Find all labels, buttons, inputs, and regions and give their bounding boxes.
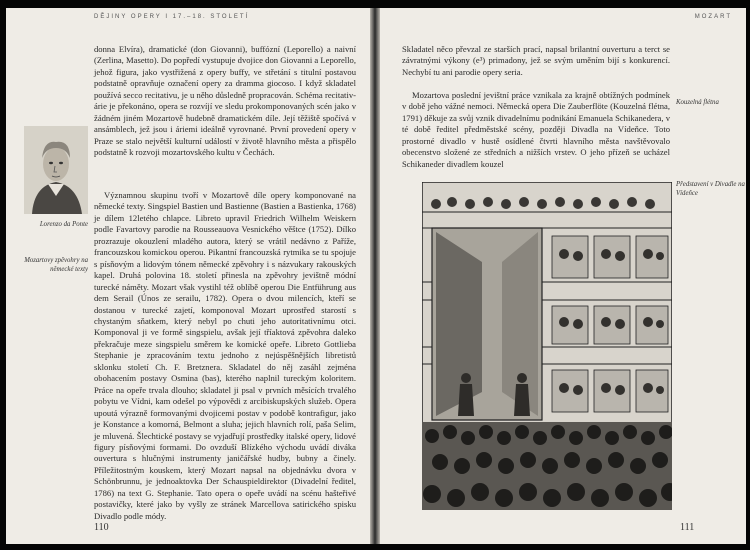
side-caption-2: Představení v Divadle na Vídeňce — [676, 181, 745, 197]
page-number-left: 110 — [94, 522, 109, 533]
book-gutter — [370, 8, 380, 544]
theater-engraving — [422, 182, 672, 510]
left-page — [6, 8, 370, 544]
right-page — [380, 8, 746, 544]
side-caption-1: Kouzelná flétna — [676, 99, 719, 106]
portrait-icon — [24, 126, 88, 214]
running-head-left: DĚJINY OPERY I 17.–18. STOLETÍ — [94, 14, 250, 20]
left-paragraph-2: Významnou skupinu tvoří v Mozartově díle opery komponované na německé texty. Singspiel Bastien und Bastienne (Bastien a Bastienka, 1768) je dílem 12letého chlapce. Libreto upravil Friedrich Wilhelm Weiskern podle Favartovy parodie na Rousseauova Vesnického věštce (1752). Dílko prozrazuje okouzlení mladého autora, který se vrátil nedávno z Paříže, francouzskou komickou operou. Pikantní francouzská rytmika se tu spojuje s písňovým a lidovým tónem německé zpěvohry i s názvukary rakouských kapel. Druhá polovina 18. století přinesla na zpěvohry jevištně módní turecké náměty. Mozart však vystihl též oblíbě operou Die Entführung aus dem Serail (Únos ze serailu, 1782). Opera o dvou milencích, kteří se dostanou v turecké zajetí, komponoval Mozart uprostřed starostí s chystaným sňatkem, který nebyl po chuti jeho autoritativnímu otci. Komponoval ji ve formě singspielu, avšak její tříaktová zpěvohra daleko překračuje meze singspielu směrem ke komické opeře. Libreto Gottlieba Stephanie je zpracováním textu jednoho z nejúspěšnějších libretistů sklonku století Ch. F. Bretznera. Skladatel do něj zasáhl zejména obohacením postavy Osmina (bas), kterého naplnil tureckým koloritem. Práce na opeře trvala dlouho; skladatel ji psal v prvních měsících trvalého pobytu ve Vídni, kam odešel po výpovědi z arcibiskupských služeb. Opera upoutá výrazně formovanými dvojicemi postav v podobě kontrafigur, jako je Konstance a komorná, Belmont a sluha; jejich hlavních rolí, paša Selim, je mluvená. Šlechtické postavy se vyjadřují prostředky italské opery, lidové figury písňovými formami. Do ovzduší Blízkého východu uvádí diváka ouvertura s hlučnými instrumenty janičářské hudby, bubny a činely. Příležitostným kouskem, který Mozart napsal na objednávku dvora v Schönbrunnu, je jednoaktovka Der Schauspieldirektor (Divadelní ředitel, 1786) na text G. Stephanie. Tato opera o opeře uvádí na scénu hašteřivé postavičky, které jako by vyšly ze stránek Marcellova satirického spisku Divadlo podle módy. — [94, 190, 356, 521]
left-paragraph-1: donna Elvíra), dramatické (don Giovanni), buffózní (Leporello) a naivní (Zerlina, Masetto). Do popředí vystupuje dvojice don Giovanni a Leporello, jehož figura, jako vystřižená z opery buffy, ve střetání s titulní postavou podstatně opravňuje označení opery za dramma giocoso. I když skladatel používá secco recitativu, je u něho důsledně propracován. Schéma recitativ-árie je překonáno, opera se rozvíjí ve sledu prokomponovaných scén jako v žádném jiném Mozartově hudebně dramatickém díle. Její těžiště spočívá v ansámblech, jež jsou i áriemi ideálně vyrovnané. První provedení opery v Praze se stalo největší kulturní událostí v životě hlavního města a přispělo podstatně k rozvoji mozartovského kultu v Čechách. — [94, 44, 356, 158]
portrait-image — [24, 126, 88, 214]
right-paragraph-2: Mozartova poslední jevištní práce vznikala za krajně obtížných podmínek v době jeho vážné nemoci. Německá opera Die Zauberflöte (Kouzelná flétna, 1791) děkuje za svůj vznik divadelnímu podnikání Emanuela Schikanedera, v té době ředitel předměstské scény, později Divadla na Vídeňce. Toto prostorné divadlo v hustě osídlené čtvrti hlavního města navštěvovalo obecenstvo složené ze středních a nižších vrstev. O jeho přízeň se ucházel Schikaneder divadlem kouzel — [402, 90, 670, 169]
right-paragraph-1: Skladatel něco převzal ze starších prací, napsal brilantní ouverturu a terct se závratnými výkony (e³) primadony, jež se svým uměním bijí s konkurencí. Nechybí tu ani parodie opery seria. — [402, 44, 670, 77]
running-head-right: MOZART — [694, 14, 732, 20]
page-number-right: 111 — [680, 522, 695, 533]
portrait-caption: Lorenzo da Ponte — [39, 221, 88, 228]
theater-engraving-icon — [422, 182, 672, 510]
side-note: Mozartovy zpěvohry na německé texty — [24, 257, 88, 273]
